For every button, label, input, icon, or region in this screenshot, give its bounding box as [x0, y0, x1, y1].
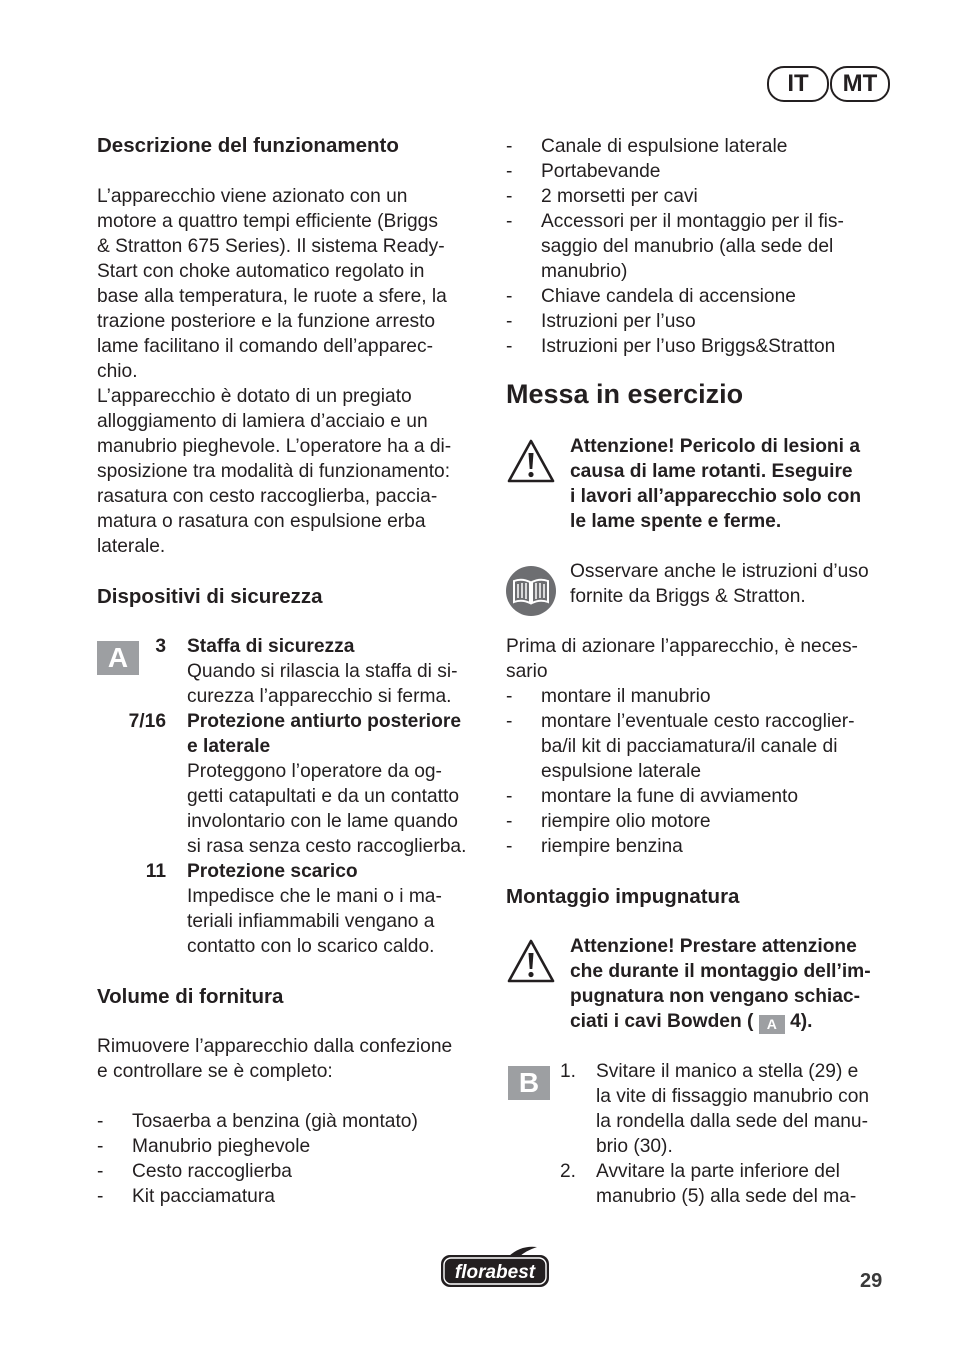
figure-reference-a: A	[97, 641, 139, 675]
list-item: - riempire olio motore	[506, 811, 711, 832]
supply-list	[97, 1109, 482, 1209]
list-item: - Istruzioni per l’uso	[506, 311, 696, 332]
heading-descrizione-funzionamento: Descrizione del funzionamento	[97, 134, 399, 157]
heading-messa-in-esercizio: Messa in esercizio	[506, 379, 744, 409]
list-item: - Manubrio pieghevole	[97, 1136, 311, 1157]
figure-reference-b: B	[508, 1066, 550, 1100]
paragraph-fornitura: Rimuovere l’apparecchio dalla confezione e controllare se è completo:	[97, 1036, 453, 1082]
list-item: - montare la fune di avviamento	[506, 786, 799, 807]
assembly-steps	[560, 1059, 895, 1209]
warning-cavi-bowden: Attenzione! Prestare attenzione che durante il montaggio dell’im- pugnatura non vengano schiac- ciati i cavi Bowden ( A 4).	[570, 936, 871, 1032]
list-item: - montare l’eventuale cesto raccoglier- ba/il kit di pacciamatura/il canale di espulsione laterale	[506, 711, 855, 782]
heading-volume-fornitura: Volume di fornitura	[97, 985, 284, 1008]
heading-dispositivi-sicurezza: Dispositivi di sicurezza	[97, 585, 323, 608]
safety-item-number: 3	[155, 636, 166, 657]
preparation-list	[506, 684, 891, 859]
florabest-logo	[439, 1245, 551, 1289]
safety-item-number: 7/16	[128, 711, 166, 732]
supply-list-continued	[506, 134, 891, 359]
safety-item-text: Protezione antiurto posteriore e laterale Proteggono l’operatore da og- getti catapultati e da un contatto involontario con le lame quando si rasa senza cesto raccoglierba.	[187, 711, 467, 857]
warning-triangle-icon	[506, 438, 556, 484]
note-istruzioni-briggs: Osservare anche le istruzioni d’uso fornite da Briggs & Stratton.	[570, 561, 869, 607]
safety-item-text: Protezione scarico Impedisce che le mani o i ma- teriali infiammabili vengano a contatto con lo scarico caldo.	[187, 861, 442, 957]
warning-lame-rotanti: Attenzione! Pericolo di lesioni a causa di lame rotanti. Eseguire i lavori all’apparecchio solo con le lame spente e ferme.	[570, 436, 862, 532]
safety-item-number: 11	[145, 861, 166, 882]
list-item: - Istruzioni per l’uso Briggs&Stratton	[506, 336, 836, 357]
heading-montaggio-impugnatura: Montaggio impugnatura	[506, 885, 740, 908]
list-item: - Accessori per il montaggio per il fis- saggio del manubrio (alla sede del manubrio)	[506, 211, 844, 282]
list-item: - montare il manubrio	[506, 686, 711, 707]
list-item: - riempire benzina	[506, 836, 683, 857]
paragraph-funzionamento: L’apparecchio viene azionato con un motore a quattro tempi efficiente (Briggs & Stratton 675 Series). Il sistema Ready- Start con choke automatico regolato in base alla temperatura, le ruote a sfere, la trazione posteriore e la funzione arresto lame facilitano il comando dell’apparec- chio. L’apparecchio è dotato di un pregiato alloggiamento di lamiera d’acciaio e un manubrio pieghevole. L’operatore ha a di- sposizione tra modalità di funzionamento: rasatura con cesto raccoglierba, paccia- matura o rasatura con espulsione erba laterale.	[97, 186, 452, 557]
list-item: - Canale di espulsione laterale	[506, 136, 788, 157]
list-item: - 2 morsetti per cavi	[506, 186, 698, 207]
paragraph-prima: Prima di azionare l’apparecchio, è neces- sario	[506, 636, 858, 682]
list-item: - Kit pacciamatura	[97, 1186, 275, 1207]
svg-text:florabest: florabest	[454, 1262, 536, 1283]
list-item: - Cesto raccoglierba	[97, 1161, 292, 1182]
step-item: 2. Avvitare la parte inferiore del manubrio (5) alla sede del ma-	[560, 1161, 857, 1207]
manual-book-icon	[506, 566, 556, 616]
list-item: - Tosaerba a benzina (già montato)	[97, 1111, 418, 1132]
language-badge-mt: MT	[830, 66, 890, 102]
figure-reference-a-inline: A	[759, 1015, 785, 1034]
safety-item-text: Staffa di sicurezza Quando si rilascia la staffa di si- curezza l’apparecchio si ferma.	[187, 636, 458, 707]
step-item: 1. Svitare il manico a stella (29) e la vite di fissaggio manubrio con la rondella dalla sede del manu- brio (30).	[560, 1061, 870, 1157]
page-number: 29	[860, 1270, 883, 1292]
list-item: - Chiave candela di accensione	[506, 286, 796, 307]
warning-triangle-icon	[506, 938, 556, 984]
list-item: - Portabevande	[506, 161, 661, 182]
language-badge-it: IT	[767, 66, 829, 102]
